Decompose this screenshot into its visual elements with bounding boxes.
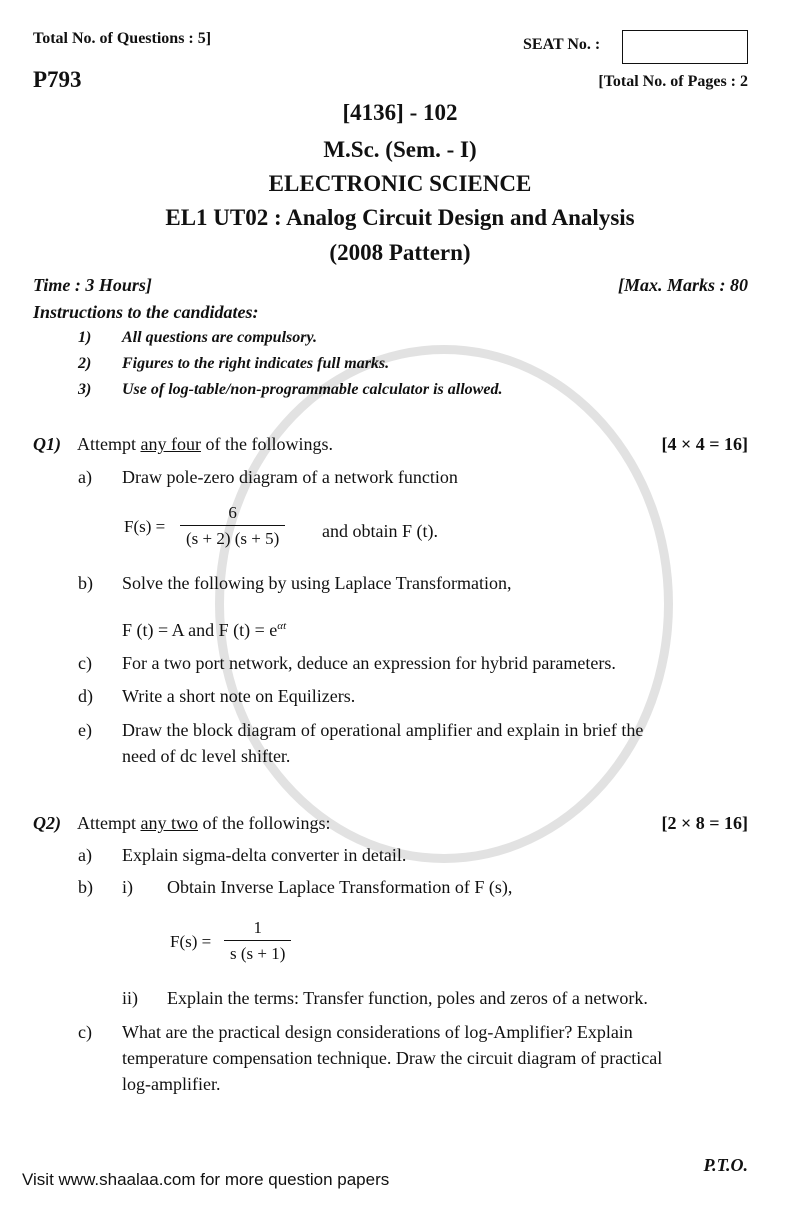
course: M.Sc. (Sem. - I) <box>323 137 477 162</box>
fraction-numerator: 1 <box>253 918 262 937</box>
q1d-label: d) <box>78 686 93 706</box>
fraction-denominator: s (s + 1) <box>224 940 291 964</box>
q2b-fraction <box>224 918 291 964</box>
q2b-label: b) <box>78 877 93 897</box>
q2-post: of the followings: <box>198 813 331 833</box>
q2b-ii-label: ii) <box>122 988 138 1008</box>
q2-instruction <box>77 813 331 834</box>
instruction-text: Use of log-table/non-programmable calculator is allowed. <box>122 381 503 398</box>
formula-exponent: αt <box>277 620 287 632</box>
exam-code: [4136] - 102 <box>342 100 458 125</box>
q1a-text: Draw pole-zero diagram of a network function <box>122 467 458 487</box>
paper-title: EL1 UT02 : Analog Circuit Design and Analysis <box>165 205 635 230</box>
q1a-fraction <box>180 503 285 549</box>
q1-marks: [4 × 4 = 16] <box>661 434 748 454</box>
instruction-text: All questions are compulsory. <box>122 329 317 346</box>
instruction-text: Figures to the right indicates full marks. <box>122 355 390 372</box>
seat-label: SEAT No. : <box>523 36 601 53</box>
q1b-formula <box>122 620 286 641</box>
q1b-text: Solve the following by using Laplace Transformation, <box>122 573 512 593</box>
q2b-ii-text: Explain the terms: Transfer function, poles and zeros of a network. <box>167 988 648 1008</box>
pattern: (2008 Pattern) <box>329 240 471 265</box>
fraction-numerator: 6 <box>228 503 237 522</box>
pto: P.T.O. <box>703 1155 748 1175</box>
footer-link[interactable]: Visit www.shaalaa.com for more question papers <box>22 1170 390 1189</box>
q1c-text: For a two port network, deduce an expression for hybrid parameters. <box>122 653 616 673</box>
formula-text: F (t) = A and F (t) = e <box>122 620 278 640</box>
instruction-num: 3) <box>78 381 92 398</box>
q1-underlined: any four <box>140 434 201 454</box>
q2b-i-label: i) <box>122 877 133 897</box>
instructions-title: Instructions to the candidates: <box>33 302 259 322</box>
max-marks: [Max. Marks : 80 <box>617 275 748 295</box>
q2c-text-line1: What are the practical design considerations of log-Amplifier? Explain <box>122 1022 633 1042</box>
q1a-label: a) <box>78 467 92 487</box>
q2c-text-line3: log-amplifier. <box>122 1074 221 1094</box>
q2a-text: Explain sigma-delta converter in detail. <box>122 845 407 865</box>
q2b-lhs: F(s) = <box>170 932 212 951</box>
q2-pre: Attempt <box>77 813 141 833</box>
fraction-denominator: (s + 2) (s + 5) <box>180 525 285 549</box>
paper-code: P793 <box>33 67 82 92</box>
total-pages: [Total No. of Pages : 2 <box>598 73 748 90</box>
q1c-label: c) <box>78 653 92 673</box>
q1e-label: e) <box>78 720 92 740</box>
q2-underlined: any two <box>140 813 198 833</box>
q1-post: of the followings. <box>200 434 333 454</box>
time: Time : 3 Hours] <box>33 275 152 295</box>
q2b-i-text: Obtain Inverse Laplace Transformation of F (s), <box>167 877 513 897</box>
instruction-num: 2) <box>78 355 92 372</box>
watermark-circle <box>215 345 673 863</box>
q1d-text: Write a short note on Equilizers. <box>122 686 356 706</box>
seat-number-box[interactable] <box>622 30 748 64</box>
q2c-text-line2: temperature compensation technique. Draw the circuit diagram of practical <box>122 1048 663 1068</box>
q1b-label: b) <box>78 573 93 593</box>
q1-number: Q1) <box>33 434 61 454</box>
q1a-after: and obtain F (t). <box>322 521 438 541</box>
total-questions: Total No. of Questions : 5] <box>33 30 212 47</box>
subject: ELECTRONIC SCIENCE <box>268 171 532 196</box>
q1-pre: Attempt <box>77 434 141 454</box>
q1-instruction <box>77 434 333 455</box>
q2c-label: c) <box>78 1022 92 1042</box>
q2-number: Q2) <box>33 813 61 833</box>
q2a-label: a) <box>78 845 92 865</box>
q1e-text-line1: Draw the block diagram of operational amplifier and explain in brief the <box>122 720 644 740</box>
q2-marks: [2 × 8 = 16] <box>661 813 748 833</box>
instruction-num: 1) <box>78 329 92 346</box>
q1e-text-line2: need of dc level shifter. <box>122 746 291 766</box>
q1a-lhs: F(s) = <box>124 517 166 536</box>
